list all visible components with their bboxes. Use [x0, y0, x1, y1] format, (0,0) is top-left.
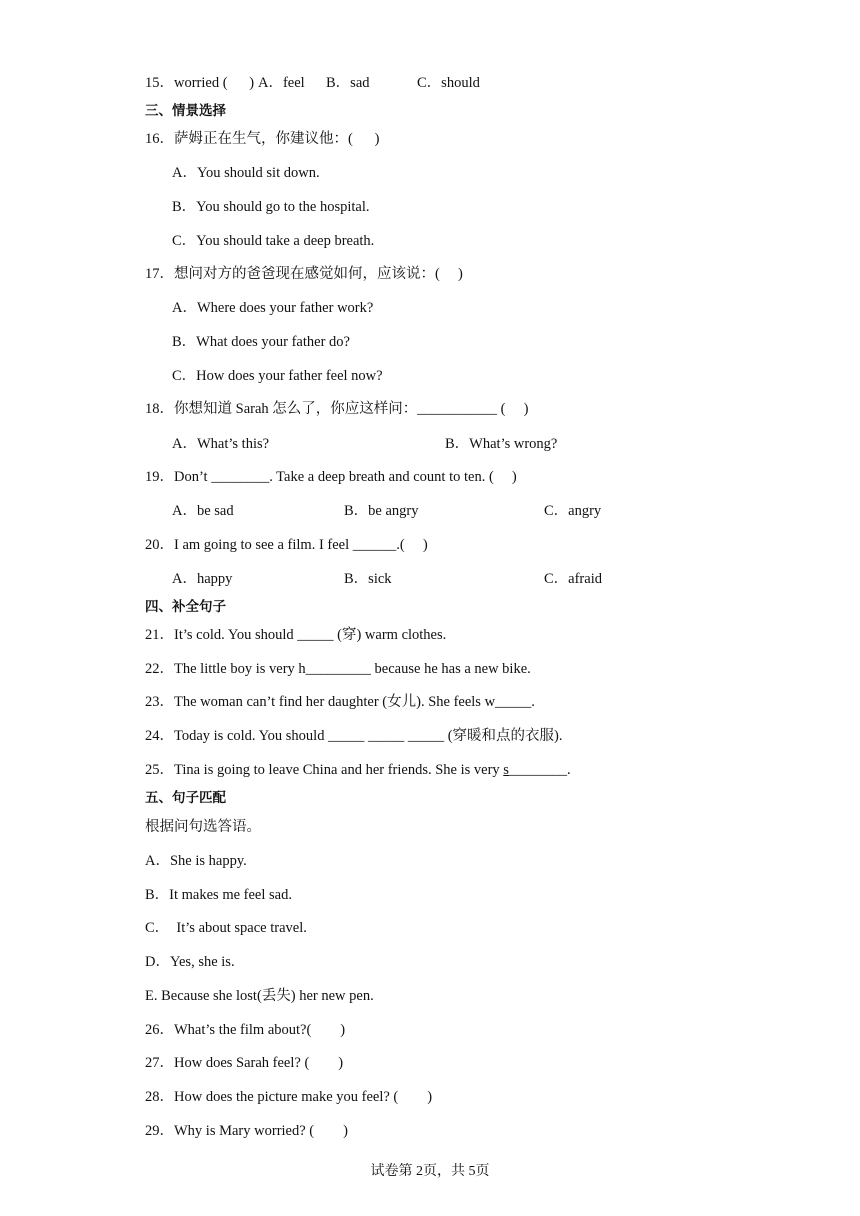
answer-option-a: A．She is happy.	[145, 853, 247, 869]
q18-stem: 18．你想知道 Sarah 怎么了，你应这样问：___________ ( )	[145, 401, 529, 417]
q19-option-c: C．angry	[544, 503, 602, 519]
q25-hint-letter: s	[503, 762, 509, 778]
q16-stem: 16．萨姆正在生气，你建议他：( )	[145, 131, 380, 147]
q16-option-c: C．You should take a deep breath.	[172, 233, 375, 249]
section-3-heading: 三、情景选择	[145, 103, 226, 119]
q17-option-c: C．How does your father feel now?	[172, 368, 383, 384]
q17-option-a: A．Where does your father work?	[172, 300, 374, 316]
q29-text: 29．Why is Mary worried? ( )	[145, 1123, 348, 1139]
q15-option-b: B．sad	[326, 75, 370, 91]
q19-option-a: A．be sad	[172, 503, 234, 519]
q20-option-b: B．sick	[344, 571, 392, 587]
section-4-heading: 四、补全句子	[145, 599, 226, 615]
answer-option-b: B．It makes me feel sad.	[145, 887, 292, 903]
q20-stem: 20．I am going to see a film. I feel ______.( )	[145, 537, 428, 553]
section-5-heading: 五、句子匹配	[145, 790, 226, 806]
q15-text: worried ( )	[174, 75, 255, 91]
q23-text: 23．The woman can’t find her daughter (女儿). She feels w_____.	[145, 694, 535, 710]
q25-text-after: ________.	[508, 762, 571, 778]
q21-text: 21．It’s cold. You should _____ (穿) warm clothes.	[145, 627, 447, 643]
page-footer: 试卷第 2页，共 5页	[370, 1164, 490, 1179]
q26-text: 26．What’s the film about?( )	[145, 1022, 346, 1038]
q20-option-a: A．happy	[172, 571, 233, 587]
answer-option-d: D．Yes, she is.	[145, 954, 235, 970]
q19-option-b: B．be angry	[344, 503, 419, 519]
q22-text: 22．The little boy is very h_________ because he has a new bike.	[145, 661, 531, 677]
answer-option-c: C． It’s about space travel.	[145, 920, 307, 936]
q15-number: 15．	[145, 75, 174, 91]
q17-option-b: B．What does your father do?	[172, 334, 350, 350]
q15-option-c: C．should	[417, 75, 480, 91]
q20-option-c: C．afraid	[544, 571, 602, 587]
q18-option-b: B．What’s wrong?	[445, 436, 558, 452]
q17-stem: 17．想问对方的爸爸现在感觉如何，应该说：( )	[145, 266, 463, 282]
section-5-instruction: 根据问句选答语。	[145, 819, 261, 835]
q19-stem: 19．Don’t ________. Take a deep breath and count to ten. ( )	[145, 469, 517, 485]
q27-text: 27．How does Sarah feel? ( )	[145, 1055, 344, 1071]
q28-text: 28．How does the picture make you feel? ( )	[145, 1089, 433, 1105]
q24-text: 24．Today is cold. You should _____ _____ _____ (穿暖和点的衣服).	[145, 728, 563, 744]
q16-option-b: B．You should go to the hospital.	[172, 199, 370, 215]
q25-text	[145, 761, 571, 779]
q18-option-a: A．What’s this?	[172, 436, 270, 452]
q25-text-before: 25．Tina is going to leave China and her friends. She is very	[145, 762, 504, 778]
q15-option-a: A．feel	[258, 75, 305, 91]
q16-option-a: A．You should sit down.	[172, 165, 320, 181]
answer-option-e: E. Because she lost(丢失) her new pen.	[145, 988, 374, 1004]
